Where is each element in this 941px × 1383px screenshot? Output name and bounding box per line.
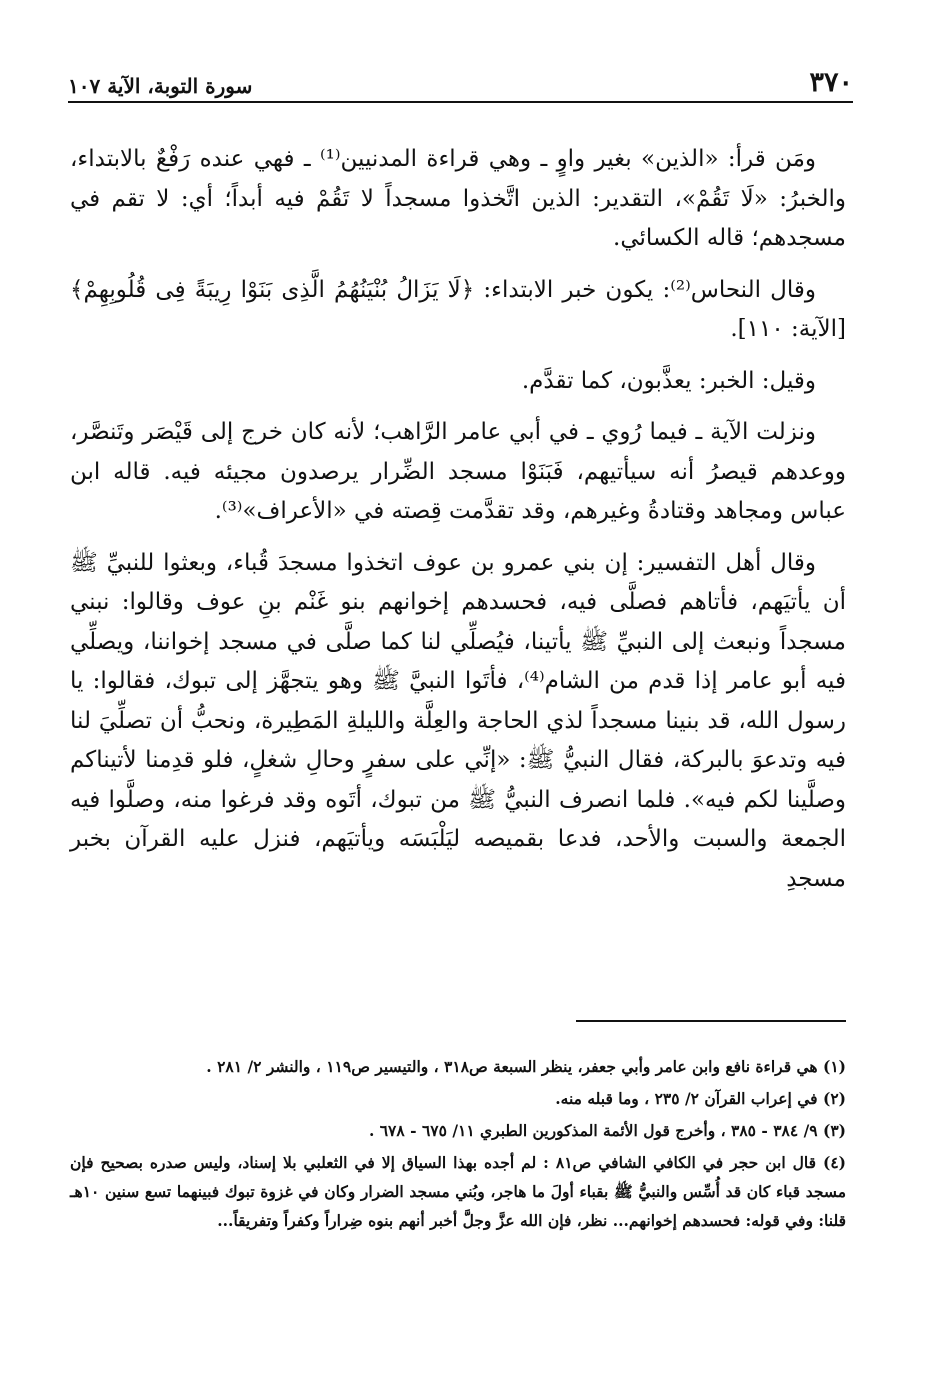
page-header [68,68,853,98]
footnote-4: (٤) قال ابن حجر في الكافي الشافي ص٨١ : لم أجده بهذا السياق إلا في الثعلبي بلا إسناد، وليس صدره بصحيح فإن مسجد قباء كان قد أُسِّس والنبيُّ ﷺ بقباء أولَ ما هاجر، وبُني مسجد الضرار وكان في غزوة تبوك فبينهما تسع سنين ١٠هـ قلنا: وفي قوله: فحسدهم إخوانهم... نظر، فإن الله عزَّ وجلَّ أخبر أنهم بنوه ضِراراً وكفراً وتفريقاً... [70,1153,846,1230]
paragraph: وقيل: الخبر: يعذَّبون، كما تقدَّم. [521,367,816,394]
footnote-1: (١) هي قراءة نافع وابن عامر وأبي جعفر، ينظر السبعة ص٣١٨ ، والتيسير ص١١٩ ، والنشر ٢/ ٢٨١ . [206,1057,846,1076]
paragraph: ونزلت الآية ـ فيما رُوي ـ في أبي عامر الرَّاهب؛ لأنه كان خرج إلى قَيْصَر وتَنصَّر، ووعدهم قيصرُ أنه سيأتيهم، فَبَنَوْا مسجد الضِّرار يرصدون مجيئه فيه. قاله ابن عباس ومجاهد وقتادةُ وغيرهم، وقد تقدَّمت قِصته في «الأعراف»⁽³⁾. [70,419,846,524]
paragraph: وقال النحاس⁽²⁾: يكون خبر الابتداء: ﴿لَا يَزَالُ بُنْيَنُهُمُ الَّذِى بَنَوْا رِيبَةً فِى قُلُوبِهِمْ﴾ [الآية: ١١٠]. [70,276,846,342]
footnote-2: (٢) في إعراب القرآن ٢/ ٢٣٥ ، وما قبله منه. [555,1089,846,1108]
paragraph: وقال أهل التفسير: إن بني عمرو بن عوف اتخذوا مسجدَ قُباء، وبعثوا للنبيِّ ﷺ أن يأتيَهم، فأتاهم فصلَّى فيه، فحسدهم إخوانهم بنو غَنْم بنِ عوف وقالوا: نبني مسجداً ونبعث إلى النبيِّ ﷺ يأتينا، فيُصلِّي لنا كما صلَّى في مسجد إخواننا، ويصلِّي فيه أبو عامر إذا قدم من الشام⁽⁴⁾، فأتَوا النبيَّ ﷺ وهو يتجهَّز إلى تبوك، فقالوا: يا رسول الله، قد بنينا مسجداً لذي الحاجة والعِلَّة والليلةِ المَطِيرة، ونحبُّ أن تصلِّيَ لنا فيه وتدعوَ بالبركة، فقال النبيُّ ﷺ: «إنِّي على سفرٍ وحالِ شغلٍ، فلو قدِمنا لأتيناكم وصلَّينا لكم فيه». فلما انصرف النبيُّ ﷺ من تبوك، أتَوه وقد فرغوا منه، وصلَّوا فيه الجمعة والسبت والأحد، فدعا بقميصه ليَلْبَسَه ويأتيَهم، فنزل عليه القرآن بخبر مسجدِ [70,549,846,892]
footnote-divider [576,1020,846,1022]
page-number: ٣٧٠ [809,67,853,98]
footnote-3: (٣) ٩/ ٣٨٤ - ٣٨٥ ، وأخرج قول الأئمة المذكورين الطبري ١١/ ٦٧٥ - ٦٧٨ . [368,1121,846,1140]
paragraph: ومَن قرأ: «الذين» بغير واوٍ ـ وهي قراءة المدنيين⁽¹⁾ ـ فهي عنده رَفْعٌ بالابتداء، والخبرُ: «لَا تَقُمْ»، التقدير: الذين اتَّخذوا مسجداً لا تَقُمْ فيه أبداً؛ أي: لا تقم في مسجدهم؛ قاله الكسائي. [70,146,846,251]
running-title: سورة التوبة، الآية ١٠٧ [68,74,253,98]
main-text [70,140,846,899]
footnotes [70,1052,846,1238]
header-divider [68,101,853,103]
